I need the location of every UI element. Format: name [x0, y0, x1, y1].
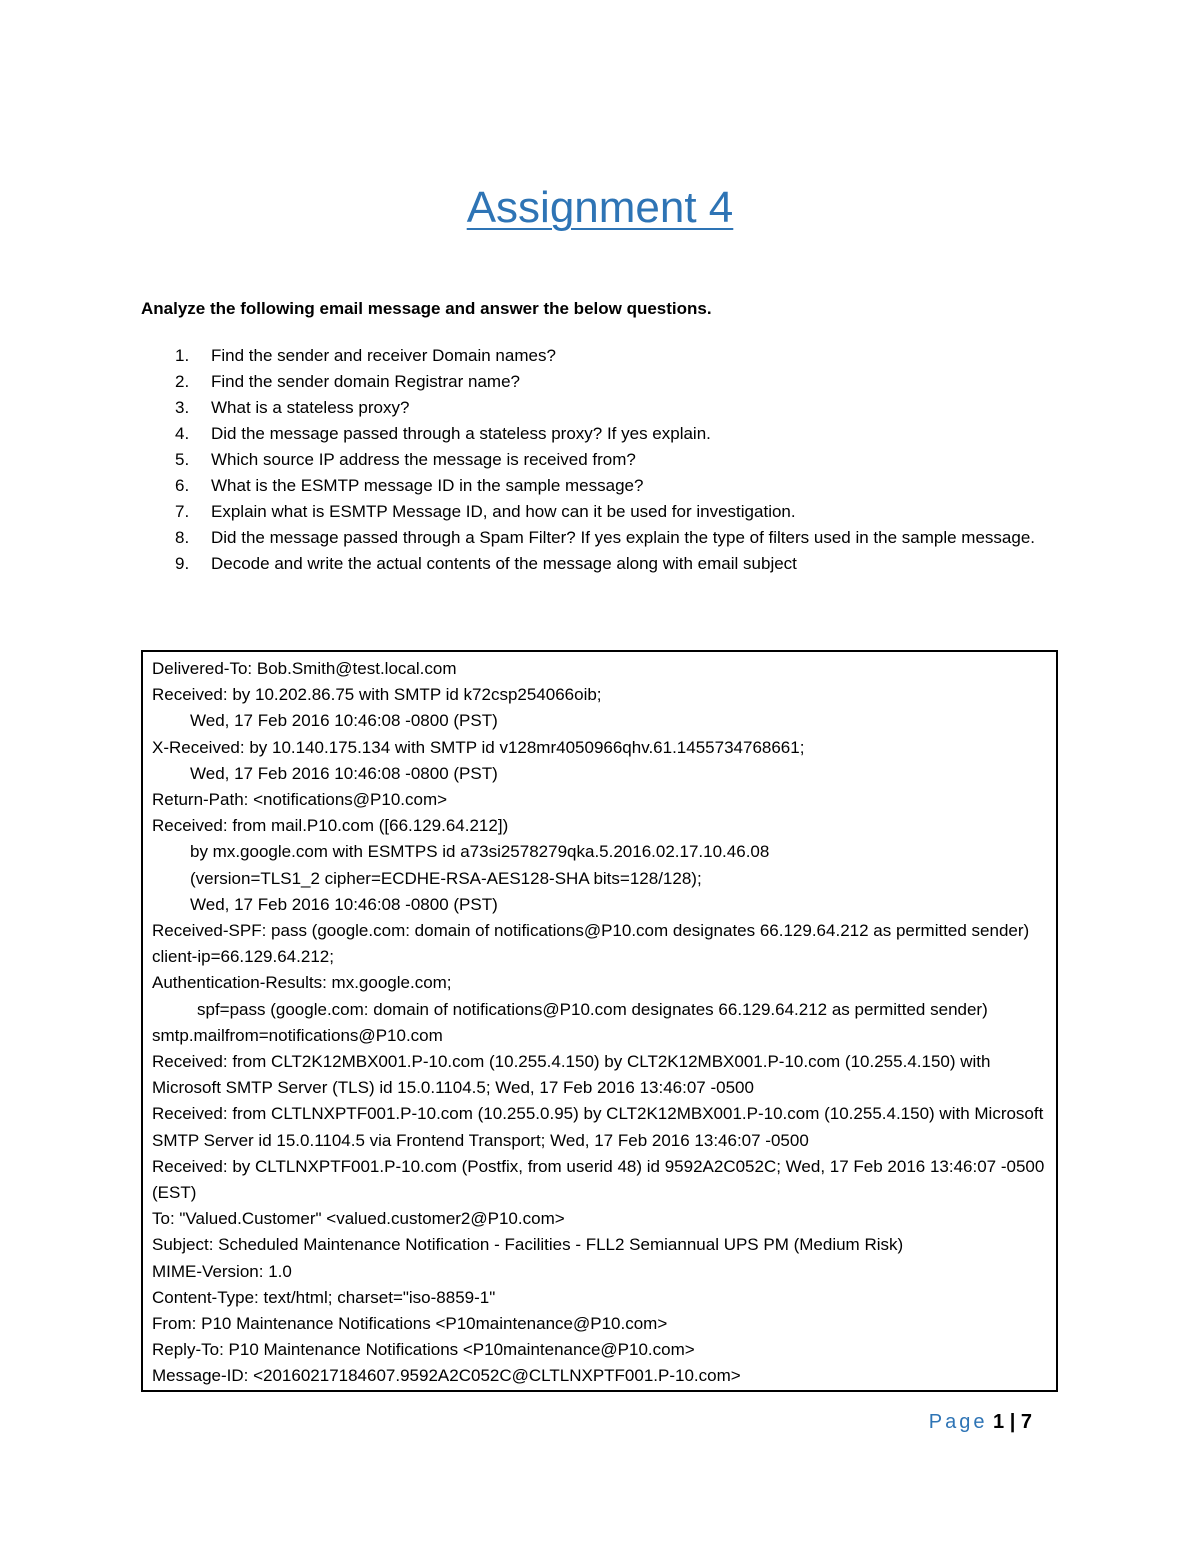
- header-line: Delivered-To: Bob.Smith@test.local.com: [152, 659, 457, 678]
- question-text: Explain what is ESMTP Message ID, and how can it be used for investigation.: [211, 502, 796, 521]
- page-footer: [929, 1408, 1032, 1436]
- header-line: From: P10 Maintenance Notifications <P10maintenance@P10.com>: [152, 1314, 668, 1334]
- header-line: (version=TLS1_2 cipher=ECDHE-RSA-AES128-SHA bits=128/128);: [190, 868, 702, 888]
- header-line: Subject: Scheduled Maintenance Notification - Facilities - FLL2 Semiannual UPS PM (Medium Risk): [152, 1235, 904, 1255]
- header-line: To: "Valued.Customer" <valued.customer2@P10.com>: [152, 1209, 565, 1229]
- question-text: Find the sender and receiver Domain names?: [211, 346, 556, 365]
- header-line: Received: from CLTLNXPTF001.P-10.com (10.255.0.95) by CLT2K12MBX001.P-10.com (10.255.4.150) with Microsoft SMTP Server id 15.0.1104.5 via Frontend Transport; Wed, 17 Feb 2016 13:46:07 -0500: [152, 1104, 1044, 1150]
- list-item: [141, 395, 1041, 421]
- list-item: [141, 551, 1041, 577]
- list-item: [141, 473, 1041, 499]
- page-separator: |: [1009, 1411, 1016, 1433]
- question-list: [141, 343, 1041, 577]
- header-line: MIME-Version: 1.0: [152, 1261, 292, 1281]
- header-line: Received-SPF: pass (google.com: domain of notifications@P10.com designates 66.129.64.212 as permitted sender) client-ip=66.129.64.212;: [152, 921, 1030, 967]
- page-title: Assignment 4: [466, 183, 734, 232]
- header-line: Received: from CLT2K12MBX001.P-10.com (10.255.4.150) by CLT2K12MBX001.P-10.com (10.255.4.150) with Microsoft SMTP Server (TLS) id 15.0.1104.5; Wed, 17 Feb 2016 13:46:07 -0500: [152, 1052, 991, 1098]
- list-item: [141, 447, 1041, 473]
- header-line: Content-Type: text/html; charset="iso-8859-1": [152, 1287, 496, 1307]
- question-number: 6.: [175, 476, 190, 495]
- header-line: Received: by CLTLNXPTF001.P-10.com (Postfix, from userid 48) id 9592A2C052C; Wed, 17 Feb 2016 13:46:07 -0500 (EST): [152, 1156, 1045, 1203]
- question-text: Decode and write the actual contents of the message along with email subject: [211, 554, 797, 573]
- list-item: [141, 525, 1041, 551]
- header-line: Reply-To: P10 Maintenance Notifications <P10maintenance@P10.com>: [152, 1340, 695, 1360]
- email-header-box: [141, 650, 1058, 1392]
- header-line: Return-Path: <notifications@P10.com>: [152, 790, 448, 810]
- question-text: Did the message passed through a Spam Filter? If yes explain the type of filters used in the sample message.: [211, 528, 1035, 547]
- question-number: 5.: [175, 450, 190, 469]
- header-line: Wed, 17 Feb 2016 10:46:08 -0800 (PST): [190, 711, 498, 731]
- question-number: 3.: [175, 398, 190, 417]
- question-number: 2.: [175, 372, 190, 391]
- header-line: Received: by 10.202.86.75 with SMTP id k72csp254066oib;: [152, 685, 602, 705]
- header-line: Received: from mail.P10.com ([66.129.64.212]): [152, 816, 509, 836]
- question-text: Which source IP address the message is received from?: [211, 450, 636, 469]
- header-line: Authentication-Results: mx.google.com;: [152, 973, 452, 993]
- header-line: X-Received: by 10.140.175.134 with SMTP id v128mr4050966qhv.61.1455734768661;: [152, 737, 805, 757]
- question-number: 4.: [175, 424, 190, 443]
- header-line: by mx.google.com with ESMTPS id a73si2578279qka.5.2016.02.17.10.46.08: [190, 842, 770, 862]
- current-page-number: 1: [993, 1411, 1005, 1433]
- header-line: Message-ID: <20160217184607.9592A2C052C@CLTLNXPTF001.P-10.com>: [152, 1366, 741, 1386]
- header-line: spf=pass (google.com: domain of notifications@P10.com designates 66.129.64.212 as permitted sender) smtp.mailfrom=notifications@P10.com: [152, 999, 988, 1045]
- list-item: [141, 369, 1041, 395]
- question-text: Find the sender domain Registrar name?: [211, 372, 520, 391]
- instructions: Analyze the following email message and answer the below questions.: [141, 299, 712, 318]
- list-item: [141, 499, 1041, 525]
- list-item: [141, 343, 1041, 369]
- total-pages: 7: [1020, 1411, 1032, 1433]
- question-text: Did the message passed through a stateless proxy? If yes explain.: [211, 424, 711, 443]
- header-line: Wed, 17 Feb 2016 10:46:08 -0800 (PST): [190, 763, 498, 783]
- question-number: 1.: [175, 346, 190, 365]
- header-line: Wed, 17 Feb 2016 10:46:08 -0800 (PST): [190, 894, 498, 914]
- question-text: What is a stateless proxy?: [211, 398, 410, 417]
- question-number: 9.: [175, 554, 190, 573]
- list-item: [141, 421, 1041, 447]
- page-label: Page: [928, 1411, 988, 1433]
- question-number: 7.: [175, 502, 190, 521]
- question-text: What is the ESMTP message ID in the sample message?: [211, 476, 644, 495]
- question-number: 8.: [175, 528, 190, 547]
